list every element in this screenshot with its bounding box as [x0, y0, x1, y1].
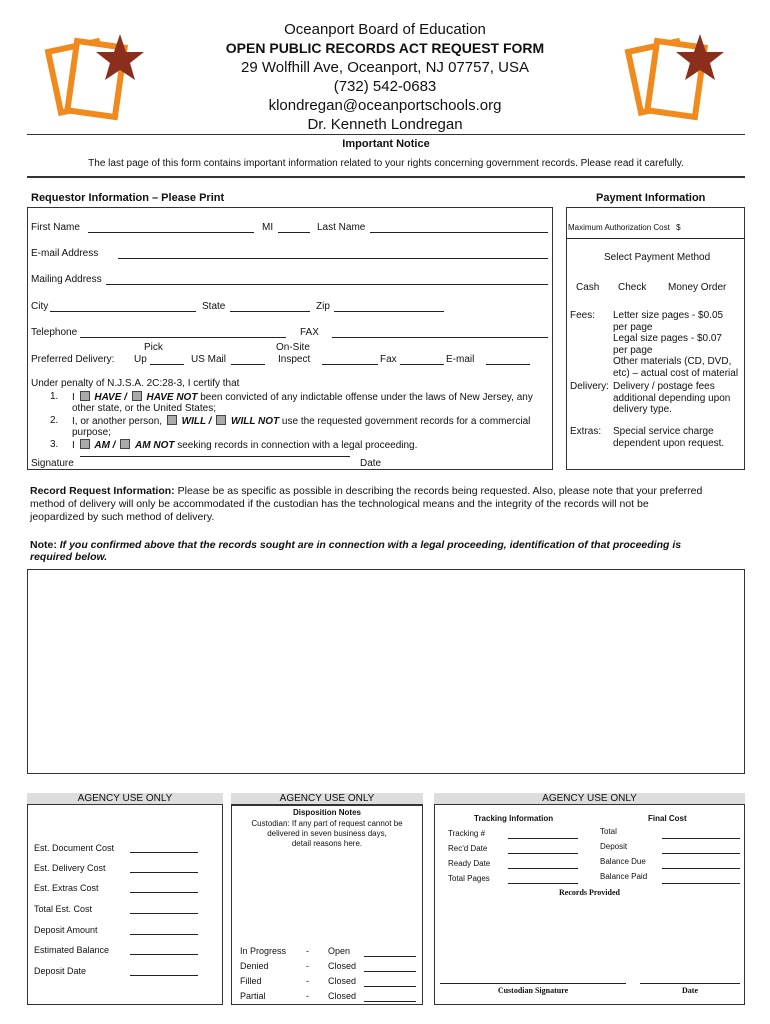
cert1-rest: been convicted of any indictable offense under the laws of New Jersey, any — [200, 392, 533, 403]
fees-line: Letter size pages - $0.05 — [613, 310, 724, 321]
status-denied: Denied — [240, 961, 269, 971]
cert1-line2: other state, or the United States; — [72, 403, 216, 414]
email-label: E-mail Address — [31, 248, 99, 259]
est-delivery-cost-input[interactable] — [130, 872, 198, 873]
est-extras-cost-input[interactable] — [130, 892, 198, 893]
fax-option-input[interactable] — [400, 364, 444, 365]
will-not-label: WILL NOT — [231, 416, 280, 427]
cert1-prefix: I — [72, 392, 75, 403]
mailing-input[interactable] — [106, 284, 548, 285]
city-label: City — [31, 301, 49, 312]
balance-paid-label: Balance Paid — [600, 872, 648, 881]
status-dash: - — [306, 991, 309, 1001]
status-partial: Partial — [240, 991, 266, 1001]
payment-divider — [566, 238, 745, 239]
telephone-label: Telephone — [31, 327, 78, 338]
state-label: State — [202, 301, 226, 312]
tracking-number-label: Tracking # — [448, 829, 486, 838]
note-text2: required below. — [30, 551, 108, 563]
delivery-label: Delivery: — [570, 381, 609, 392]
fees-line: etc) – actual cost of material — [613, 367, 739, 379]
cert1-num: 1. — [50, 391, 59, 402]
deposit-amount-input[interactable] — [130, 934, 198, 935]
status-denied-input[interactable] — [364, 971, 416, 972]
fees-line: per page — [613, 344, 653, 356]
form-title: OPEN PUBLIC RECORDS ACT REQUEST FORM — [225, 40, 545, 56]
money-order-option[interactable]: Money Order — [668, 282, 727, 293]
email-option-input[interactable] — [486, 364, 530, 365]
mailing-label: Mailing Address — [31, 274, 102, 285]
email-input[interactable] — [118, 258, 548, 259]
pickup-input[interactable] — [150, 364, 184, 365]
am-not-checkbox[interactable] — [120, 439, 130, 449]
extras-line: Special service charge — [613, 426, 714, 437]
ready-date-label: Ready Date — [448, 859, 491, 868]
will-label: WILL / — [181, 416, 212, 427]
will-not-checkbox[interactable] — [216, 415, 226, 425]
status-in-progress-input[interactable] — [364, 956, 416, 957]
balance-due-input[interactable] — [662, 868, 740, 869]
cert2-prefix: I, or another person, — [72, 416, 163, 427]
disposition-line: Custodian: If any part of request cannot be — [251, 819, 403, 828]
deposit-date-input[interactable] — [130, 975, 198, 976]
will-checkbox[interactable] — [167, 415, 177, 425]
final-cost-title: Final Cost — [648, 814, 687, 823]
tracking-title: Tracking Information — [474, 814, 554, 823]
est-document-cost-input[interactable] — [130, 852, 198, 853]
up-label: Up — [134, 354, 147, 365]
estimated-balance-label: Estimated Balance — [34, 945, 110, 955]
deposit-date-label: Deposit Date — [34, 966, 87, 976]
fees-line: Legal size pages - $0.07 — [613, 333, 722, 344]
status-in-progress: In Progress — [240, 946, 287, 956]
logo-left — [40, 30, 150, 130]
estimated-balance-input[interactable] — [130, 954, 198, 955]
record-request-textarea[interactable] — [27, 569, 745, 774]
agency-title-1: AGENCY USE ONLY — [27, 793, 223, 805]
onsite-label: On-Site — [276, 342, 310, 353]
have-not-checkbox[interactable] — [132, 391, 142, 401]
notice-title: Important Notice — [342, 138, 430, 150]
email-option-label: E-mail — [446, 354, 475, 365]
status-filled-input[interactable] — [364, 986, 416, 987]
last-name-label: Last Name — [317, 222, 366, 233]
org-name: Oceanport Board of Education — [284, 21, 486, 38]
record-request-text1: Please be as specific as possible in describing the records being requested. Also, please note that your preferred — [177, 485, 703, 497]
logo-right — [620, 30, 730, 130]
est-delivery-cost-label: Est. Delivery Cost — [34, 863, 106, 873]
status-closed: Closed — [328, 961, 357, 971]
cert2-num: 2. — [50, 415, 59, 426]
total-label: Total — [600, 827, 617, 836]
status-dash: - — [306, 961, 309, 971]
fax-label: FAX — [300, 327, 319, 338]
select-payment-label: Select Payment Method — [604, 252, 711, 263]
status-partial-input[interactable] — [364, 1001, 416, 1002]
custodian-date-input[interactable] — [640, 983, 740, 984]
max-cost-label: Maximum Authorization Cost — [568, 223, 670, 232]
extras-label: Extras: — [570, 426, 602, 437]
total-pages-input[interactable] — [508, 883, 578, 884]
custodian-signature-input[interactable] — [440, 983, 626, 984]
delivery-line: additional depending upon — [613, 392, 731, 404]
delivery-line: delivery type. — [613, 404, 672, 415]
notice-text: The last page of this form contains important information related to your rights concerning government records. Please read it carefully. — [88, 158, 684, 169]
check-option[interactable]: Check — [618, 282, 647, 293]
usmail-label: US Mail — [191, 354, 227, 365]
mi-input[interactable] — [278, 232, 310, 233]
record-request-text2: method of delivery will only be accommodated if the custodian has the technological means and the integrity of the records will not be — [30, 498, 649, 510]
total-est-cost-label: Total Est. Cost — [34, 904, 93, 914]
note-label: Note: — [30, 539, 57, 551]
status-dash: - — [306, 976, 309, 986]
cert2-line2: purpose; — [72, 427, 111, 438]
agency-title-2: AGENCY USE ONLY — [231, 793, 423, 805]
preferred-delivery-label: Preferred Delivery: — [31, 354, 115, 365]
fees-list — [613, 310, 738, 379]
pick-label: Pick — [144, 342, 163, 353]
delivery-line: Delivery / postage fees — [613, 381, 715, 392]
deposit-amount-label: Deposit Amount — [34, 925, 98, 935]
status-closed: Closed — [328, 991, 357, 1001]
records-provided-label: Records Provided — [559, 888, 620, 897]
penalty-text: Under penalty of N.J.S.A. 2C:28-3, I certify that — [31, 378, 240, 389]
tracking-number-input[interactable] — [508, 838, 578, 839]
deposit-input[interactable] — [662, 853, 740, 854]
am-label: AM / — [94, 440, 116, 451]
city-input[interactable] — [50, 311, 196, 312]
recd-date-label: Rec'd Date — [448, 844, 488, 853]
deposit-label: Deposit — [600, 842, 628, 851]
fax-option-label: Fax — [380, 354, 397, 365]
first-name-input[interactable] — [88, 232, 254, 233]
disposition-line: delivered in seven business days, — [267, 829, 387, 838]
custodian-signature-label: Custodian Signature — [497, 986, 569, 995]
org-address: 29 Wolfhill Ave, Oceanport, NJ 07757, USA — [241, 59, 529, 76]
am-checkbox[interactable] — [80, 439, 90, 449]
date-label: Date — [360, 458, 382, 469]
first-name-label: First Name — [31, 222, 80, 233]
signature-input[interactable] — [80, 456, 350, 457]
cert3-num: 3. — [50, 439, 59, 450]
agency-title-3: AGENCY USE ONLY — [434, 793, 745, 805]
requestor-heading: Requestor Information – Please Print — [31, 192, 225, 204]
cash-option[interactable]: Cash — [576, 282, 600, 293]
inspect-input[interactable] — [322, 364, 378, 365]
est-extras-cost-label: Est. Extras Cost — [34, 883, 99, 893]
status-dash: - — [306, 946, 309, 956]
total-input[interactable] — [662, 838, 740, 839]
have-not-label: HAVE NOT — [146, 392, 198, 403]
status-open: Open — [328, 946, 351, 956]
record-request-text3: jeopardized by such method of delivery. — [30, 511, 215, 523]
balance-paid-input[interactable] — [662, 883, 740, 884]
zip-label: Zip — [316, 301, 330, 312]
balance-due-label: Balance Due — [600, 857, 646, 866]
record-request-label: Record Request Information: — [30, 485, 175, 497]
disposition-line: detail reasons here. — [291, 839, 363, 848]
inspect-label: Inspect — [278, 354, 311, 365]
disposition-text — [231, 819, 423, 849]
total-est-cost-input[interactable] — [130, 913, 198, 914]
ready-date-input[interactable] — [508, 868, 578, 869]
delivery-list — [613, 381, 730, 416]
last-name-input[interactable] — [370, 232, 548, 233]
zip-input[interactable] — [334, 311, 444, 312]
have-label: HAVE / — [94, 392, 127, 403]
have-checkbox[interactable] — [80, 391, 90, 401]
am-not-label: AM NOT — [135, 440, 175, 451]
cert3-prefix: I — [72, 440, 75, 451]
fax-input[interactable] — [332, 337, 548, 338]
note-text1: If you confirmed above that the records sought are in connection with a legal proceeding, identification of that proceeding is — [59, 539, 682, 551]
org-contact: Dr. Kenneth Londregan — [307, 116, 463, 133]
telephone-input[interactable] — [80, 337, 286, 338]
fees-line: Other materials (CD, DVD, — [613, 356, 732, 367]
dollar-sign: $ — [676, 223, 681, 232]
disposition-title: Disposition Notes — [292, 808, 361, 817]
mi-label: MI — [262, 222, 274, 233]
fees-line: per page — [613, 321, 653, 333]
payment-heading: Payment Information — [596, 192, 706, 204]
cert2-rest: use the requested government records for a commercial — [281, 416, 531, 427]
state-input[interactable] — [230, 311, 310, 312]
fees-label: Fees: — [570, 310, 596, 321]
status-closed: Closed — [328, 976, 357, 986]
extras-line: dependent upon request. — [613, 437, 725, 449]
usmail-input[interactable] — [231, 364, 265, 365]
status-filled: Filled — [240, 976, 262, 986]
signature-label: Signature — [31, 458, 74, 469]
total-pages-label: Total Pages — [448, 874, 490, 883]
recd-date-input[interactable] — [508, 853, 578, 854]
org-phone: (732) 542-0683 — [333, 78, 437, 95]
cert3-rest: seeking records in connection with a legal proceeding. — [177, 440, 418, 451]
agency-box-tracking — [434, 793, 745, 1005]
org-email: klondregan@oceanportschools.org — [268, 97, 502, 114]
est-document-cost-label: Est. Document Cost — [34, 843, 115, 853]
extras-list — [613, 426, 724, 449]
custodian-date-label: Date — [682, 986, 698, 995]
